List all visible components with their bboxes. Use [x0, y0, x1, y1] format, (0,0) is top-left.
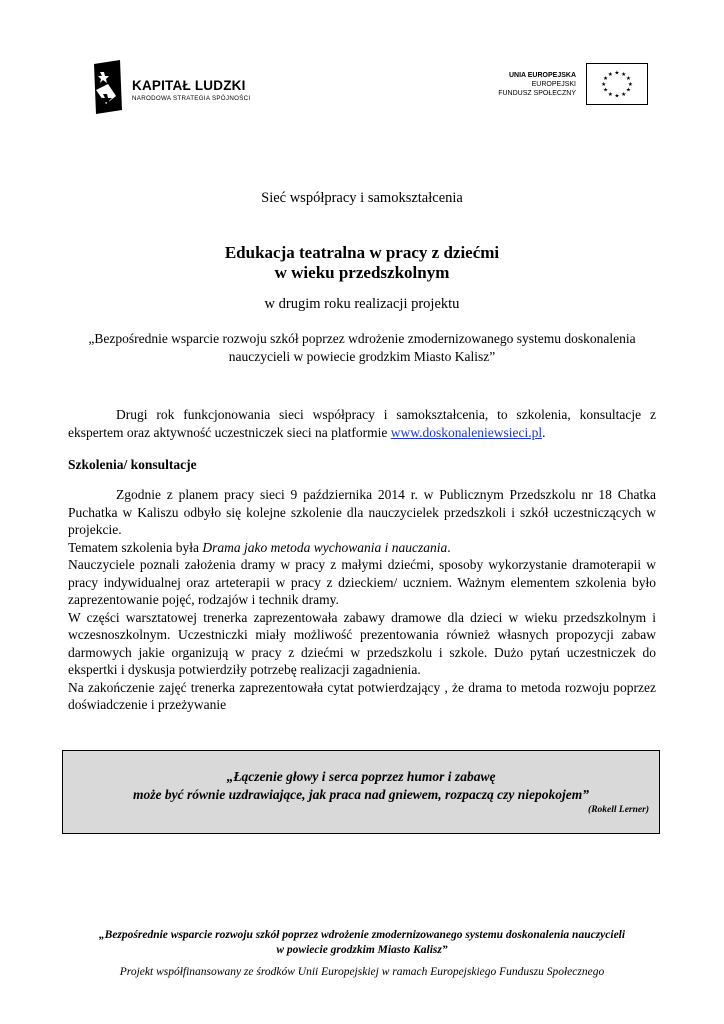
quote-author: (Rokell Lerner): [588, 805, 649, 815]
svg-text:★: ★: [621, 71, 627, 78]
quote-line2: może być równie uzdrawiające, jak praca nad gniewem, rozpaczą czy niepokojem”: [133, 787, 589, 802]
document-subtitle: w drugim roku realizacji projektu: [264, 296, 460, 312]
eu-line2: EUROPEJSKI: [531, 81, 576, 88]
eu-flag-icon: [586, 63, 648, 105]
svg-text:★: ★: [614, 93, 620, 100]
network-title: Sieć współpracy i samokształcenia: [261, 190, 463, 206]
quote-line1: „Łączenie głowy i serca poprzez humor i zabawę: [226, 769, 496, 784]
quote-box: [62, 750, 660, 834]
intro-end: .: [542, 424, 546, 440]
svg-text:★: ★: [601, 81, 607, 88]
svg-text:★: ★: [603, 87, 609, 94]
main-title: [60, 243, 664, 283]
svg-text:★: ★: [625, 76, 631, 83]
topic-suffix: .: [447, 539, 451, 555]
kapital-ludzki-subtitle: NARODOWA STRATEGIA SPÓJNOŚCI: [132, 95, 251, 102]
svg-text:★: ★: [625, 87, 631, 94]
intro-paragraph: [68, 406, 656, 441]
intro-text: Drugi rok funkcjonowania sieci współpracy i samokształcenia, to szkolenia, konsultacje z ekspertem oraz aktywność uczestniczek sieci na platformie: [68, 407, 656, 440]
svg-text:★: ★: [607, 91, 613, 98]
eu-line3: FUNDUSZ SPOŁECZNY: [498, 90, 576, 97]
eu-fund-logo: [480, 63, 648, 107]
svg-text:★: ★: [627, 81, 633, 88]
main-title-line1: Edukacja teatralna w pracy z dziećmi: [224, 243, 500, 262]
paragraph-training-date: Zgodnie z planem pracy sieci 9 października 2014 r. w Publicznym Przedszkolu nr 18 Chatka Puchatka w Kaliszu odbyło się kolejne szkolenie dla nauczycielek przedszkoli i szkół uczestniczących w projekcie.: [68, 487, 656, 537]
paragraph-drama-basics: Nauczyciele poznali założenia dramy w pracy z małymi dziećmi, sposoby wykorzystanie dramoterapii w pracy indywidualnej oraz arteterapii w pracy z dzieckiem/ uczniem. Ważnym elementem szkolenia było zaprezentowanie pojęć, rodzajów i technik dramy.: [68, 557, 656, 607]
main-text: [68, 486, 656, 714]
topic-title: Drama jako metoda wychowania i nauczania: [202, 539, 448, 555]
footer-project-line2: w powiecie grodzkim Miasto Kalisz”: [276, 944, 448, 956]
paragraph-conclusion: Na zakończenie zajęć trenerka zaprezentowała cytat potwierdzający , że drama to metoda rozwoju poprzez doświadczenie i przeżywanie: [68, 679, 656, 712]
svg-text:★: ★: [614, 70, 620, 77]
kapital-ludzki-emblem-icon: [90, 60, 124, 114]
svg-text:★: ★: [607, 71, 613, 78]
footer-project: [60, 928, 664, 958]
paragraph-workshop: W części warsztatowej trenerka zaprezentowała zabawy dramowe dla dzieci w wieku przedszkolnym i wczesnoszkolnym. Uczestniczki miały możliwość prezentowania również własnych propozycji zabaw darmowych jakie organizują w pracy z dziećmi w przedszkolu i szkole. Dużo pytań uczestniczek do ekspertki i dyskusja potwierdziły potrzebę realizacji zagadnienia.: [68, 609, 656, 677]
eu-fund-text: [498, 71, 576, 98]
project-name-line1: „Bezpośrednie wsparcie rozwoju szkół poprzez wdrożenie zmodernizowanego systemu doskonalenia: [88, 331, 636, 346]
svg-text:★: ★: [603, 76, 609, 83]
kapital-ludzki-logo: [90, 60, 260, 116]
project-name: [60, 330, 664, 366]
main-title-line2: w wieku przedszkolnym: [274, 263, 450, 282]
svg-text:★: ★: [621, 91, 627, 98]
footer-cofinancing: Projekt współfinansowany ze środków Unii Europejskiej w ramach Europejskiego Funduszu Społecznego: [119, 966, 605, 978]
project-name-line2: nauczycieli w powiecie grodzkim Miasto Kalisz”: [228, 349, 496, 364]
eu-line1: UNIA EUROPEJSKA: [508, 72, 576, 79]
topic-prefix: Tematem szkolenia była: [68, 539, 203, 555]
section-heading: Szkolenia/ konsultacje: [68, 457, 197, 472]
kapital-ludzki-title: KAPITAŁ LUDZKI: [132, 78, 246, 93]
paragraph-topic: [68, 539, 656, 557]
platform-link[interactable]: www.doskonaleniewsieci.pl: [390, 424, 543, 440]
footer-project-line1: „Bezpośrednie wsparcie rozwoju szkół poprzez wdrożenie zmodernizowanego systemu doskonalenia nauczycieli: [98, 929, 626, 941]
